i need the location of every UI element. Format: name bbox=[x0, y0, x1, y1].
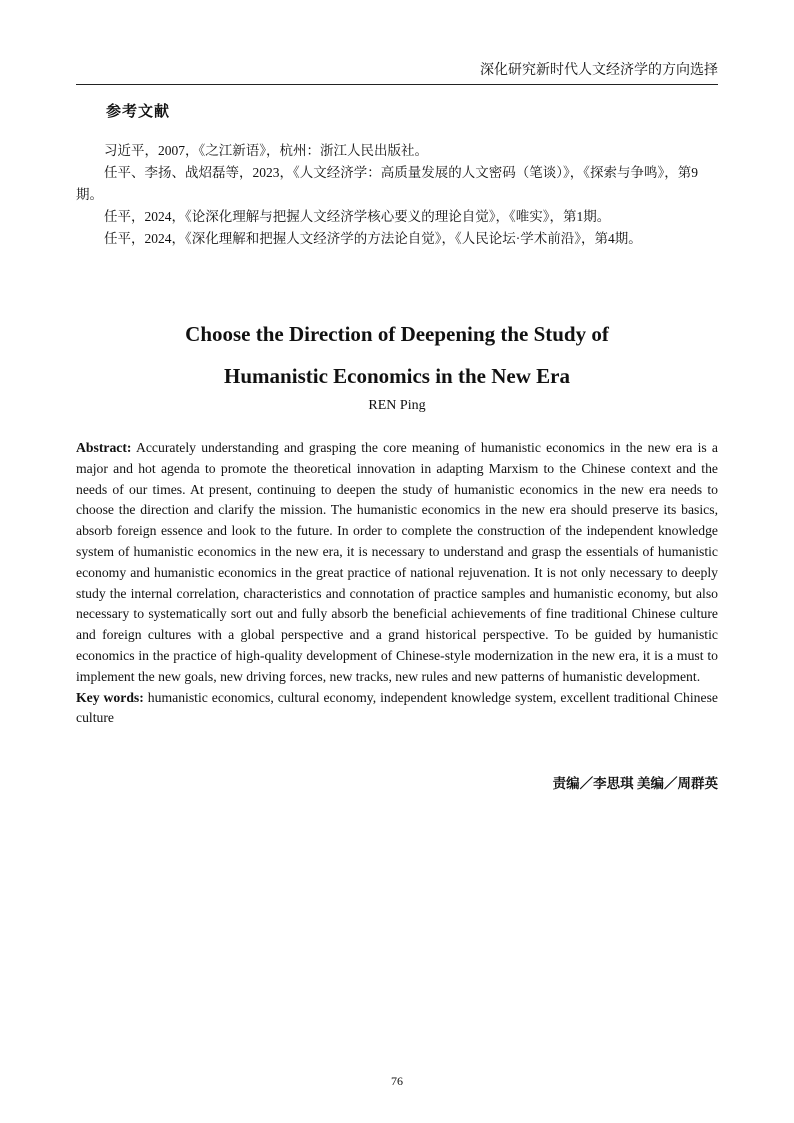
keywords-paragraph bbox=[76, 688, 718, 730]
abstract-block bbox=[76, 438, 718, 729]
references-heading: 参考文献 bbox=[106, 104, 171, 120]
abstract-paragraph bbox=[76, 438, 718, 688]
references-list bbox=[76, 140, 718, 250]
article-title-line-2: Humanistic Economics in the New Era bbox=[224, 364, 570, 388]
article-author: REN Ping bbox=[368, 398, 426, 413]
reference-item: 任平、李扬、战炤磊等，2023，《人文经济学：高质量发展的人文密码（笔谈）》，《探索与争鸣》，第9期。 bbox=[76, 165, 698, 202]
abstract-label: Abstract: bbox=[76, 440, 132, 455]
header-rule bbox=[76, 84, 718, 85]
abstract-text: Accurately understanding and grasping the core meaning of humanistic economics in the new era is a major and hot agenda to promote the theoretical innovation in adapting Marxism to the Chinese context and the needs of our times. At present, continuing to deepen the study of humanistic economics in the new era needs to choose the direction and clarify the mission. The humanistic economics in the new era should preserve its basics, absorb foreign essence and look to the future. In order to complete the construction of the independent knowledge system of humanistic economics in the new era, it is necessary to understand and grasp the essentials of humanistic economy and humanistic economics in the great practice of national rejuvenation. It is not only necessary to deeply study the internal correlation, characteristics and connotation of practice samples and humanistic economy, but also necessary to systematically sort out and fully absorb the beneficial achievements of fine traditional Chinese culture and foreign cultures with a global perspective and a grand historical perspective. To be guided by humanistic economics in the practice of high-quality development of Chinese-style modernization in the new era, it is a must to implement the new goals, new driving forces, new tracks, new rules and new patterns of humanistic development. bbox=[76, 440, 718, 684]
reference-item: 习近平，2007，《之江新语》，杭州：浙江人民出版社。 bbox=[104, 143, 428, 158]
running-header: 深化研究新时代人文经济学的方向选择 bbox=[480, 63, 718, 78]
keywords-label: Key words: bbox=[76, 689, 144, 705]
article-title-line-1: Choose the Direction of Deepening the Study of bbox=[185, 322, 609, 346]
page-number: 76 bbox=[391, 1074, 403, 1088]
reference-item: 任平，2024，《深化理解和把握人文经济学的方法论自觉》，《人民论坛·学术前沿》，第4期。 bbox=[104, 231, 642, 246]
reference-item: 任平，2024，《论深化理解与把握人文经济学核心要义的理论自觉》，《唯实》，第1期。 bbox=[104, 209, 611, 224]
editors-credit: 责编／李思琪 美编／周群英 bbox=[552, 776, 718, 791]
keywords-text: humanistic economics, cultural economy, independent knowledge system, excellent traditional Chinese culture bbox=[76, 689, 719, 726]
